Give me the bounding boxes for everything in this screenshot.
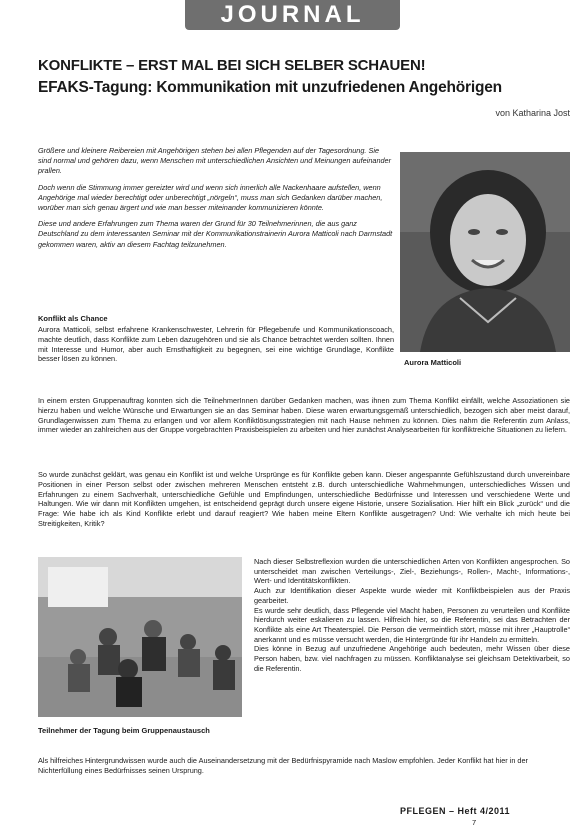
portrait-caption: Aurora Matticoli: [404, 358, 462, 367]
intro-text: [38, 146, 394, 250]
intro-paragraph: Größere und kleinere Reibereien mit Angehörigen stehen bei allen Pflegenden auf der Tagesordnung. Sie sind normal und gehören dazu, wenn Menschen mit unterschiedlichen Ansichten und Meinungen aufeinander prallen.: [38, 146, 392, 176]
body-paragraph-1: In einem ersten Gruppenauftrag konnten sich die TeilnehmerInnen darüber Gedanken machen, was ihnen zum Thema Konflikt einfällt, welche Assoziationen sie hierzu haben und welche Wünsche und Erwartungen sie an das Seminar haben. Diese waren erwartungsgemäß unterschiedlich, bezogen sich aber meist darauf, Grundlagenwissen zum Thema zu erlangen und vor allem Konfliktlösungsstrategien mit nach Hause nehmen zu können. Dies nahm die Referentin zum Anlass, immer wieder an zahlreichen aus der Gruppe vorgebrachten Praxisbeispielen zu arbeiten und hier zunächst Analysearbeiten für konfliktreiche Situationen zu liefern.: [38, 396, 570, 435]
headline: KONFLIKTE – ERST MAL BEI SICH SELBER SCHAUEN!: [38, 57, 426, 74]
photo-caption: Teilnehmer der Tagung beim Gruppenaustausch: [38, 726, 210, 735]
intro-paragraph: Doch wenn die Stimmung immer gereizter wird und wenn sich innerlich alle Nackenhaare aufstellen, wenn Angehörige mal wieder berechtigt oder unberechtigt „nörgeln“, muss man sich Gedanken darüber machen, worüber man sich genau ärgert und wie man besser miteinander kommunizieren könnte.: [38, 182, 383, 213]
subheadline: EFAKS-Tagung: Kommunikation mit unzufriedenen Angehörigen: [38, 79, 502, 96]
byline: von Katharina Jost: [495, 108, 570, 118]
closing-paragraph: Als hilfreiches Hintergrundwissen wurde auch die Auseinandersetzung mit der Bedürfnispyramide nach Maslow empfohlen. Jeder Konflikt hat hier in der Nichterfüllung eines Bedürfnisses seinen Ursprung.: [38, 756, 528, 775]
body-paragraph-2: So wurde zunächst geklärt, was genau ein Konflikt ist und welche Ursprünge es für Konflikte geben kann. Dieser angespannte Gefühlszustand durch unvereinbare Positionen in einer Person selbst oder zwischen mehreren Menschen entsteht z.B. durch unterschiedliche Wahrnehmungen, unterschiedliches Wissen und Erfahrungen zu einem Sachverhalt, unterschiedliche Gefühle und Empfindungen, unterschiedliche Bedürfnisse und Interessen und verschiedene Werte und Haltungen. Wie wir dann mit Konflikten umgehen, ist entscheidend geprägt durch unsere eigene Historie, unsere Sozialisation. Hier hilft ein Blick „zurück“ und die Frage: Wie habe ich als Kind Konflikte erlebt und darauf reagiert? Wie haben meine Eltern Konflikte ausgetragen? Und: Wie verhalte ich mich heute bei Streitigkeiten, Kritik?: [38, 470, 570, 528]
page-number: 7: [472, 818, 477, 827]
right-column-text: [254, 557, 570, 673]
right-paragraph: Nach dieser Selbstreflexion wurden die unterschiedlichen Arten von Konflikten angesprochen. So unterscheidet man zwischen Verteilungs-, Ziel-, Beziehungs-, Rollen-, Macht-, Informations-, Wert- und Identitätskonflikten.: [254, 557, 570, 586]
portrait-photo: [400, 152, 570, 352]
right-paragraph: Auch zur Identifikation dieser Aspekte wurde wieder mit Konfliktbeispielen aus der Praxis gearbeitet.: [254, 586, 570, 605]
right-paragraph: Dies könne in Bezug auf unzufriedene Angehörige auch bedeuten, mehr Wissen über diese Person haben, bzw. viel nachfragen zu müssen. Konfliktanalyse sei gleichsam Detektivarbeit, so die Referentin.: [254, 644, 570, 673]
journal-masthead: JOURNAL: [185, 0, 400, 30]
intro-paragraph: Diese und andere Erfahrungen zum Thema waren der Grund für 30 Teilnehmerinnen, die aus ganz Deutschland zu dem interessanten Seminar mit der Kommunikationstrainerin Aurora Matticoli nach Darmstadt gekommen waren, aktiv an diesem Fachtag teilzunehmen.: [38, 219, 393, 249]
group-photo: [38, 557, 242, 717]
section-heading: Konflikt als Chance: [38, 314, 108, 323]
issue-footer: PFLEGEN – Heft 4/2011: [400, 806, 511, 816]
section-text: Aurora Matticoli, selbst erfahrene Krankenschwester, Lehrerin für Pflegeberufe und Kommunikationscoach, machte deutlich, dass Konflikte zum Leben dazugehören und sie als Chance betrachtet werden sollten. Ihnen mit Interesse und Humor, aber auch Ernsthaftigkeit zu begegnen, sei eine wichtige Grundlage, Konflikte besser lösen zu können.: [38, 325, 394, 364]
right-paragraph: Es wurde sehr deutlich, dass Pflegende viel Macht haben, Personen zu verurteilen und Konflikte hierdurch weiter eskalieren zu lassen. Hilfreich hier, so die Referentin, sei das Betrachten der Konflikte als eine Art Theaterspiel. Die Person die vermeintlich stört, müsse mit ihrer „Hauptrolle“ anerkannt und es müsse versucht werden, die Hintergründe für ihr Handeln zu ermitteln.: [254, 605, 570, 644]
